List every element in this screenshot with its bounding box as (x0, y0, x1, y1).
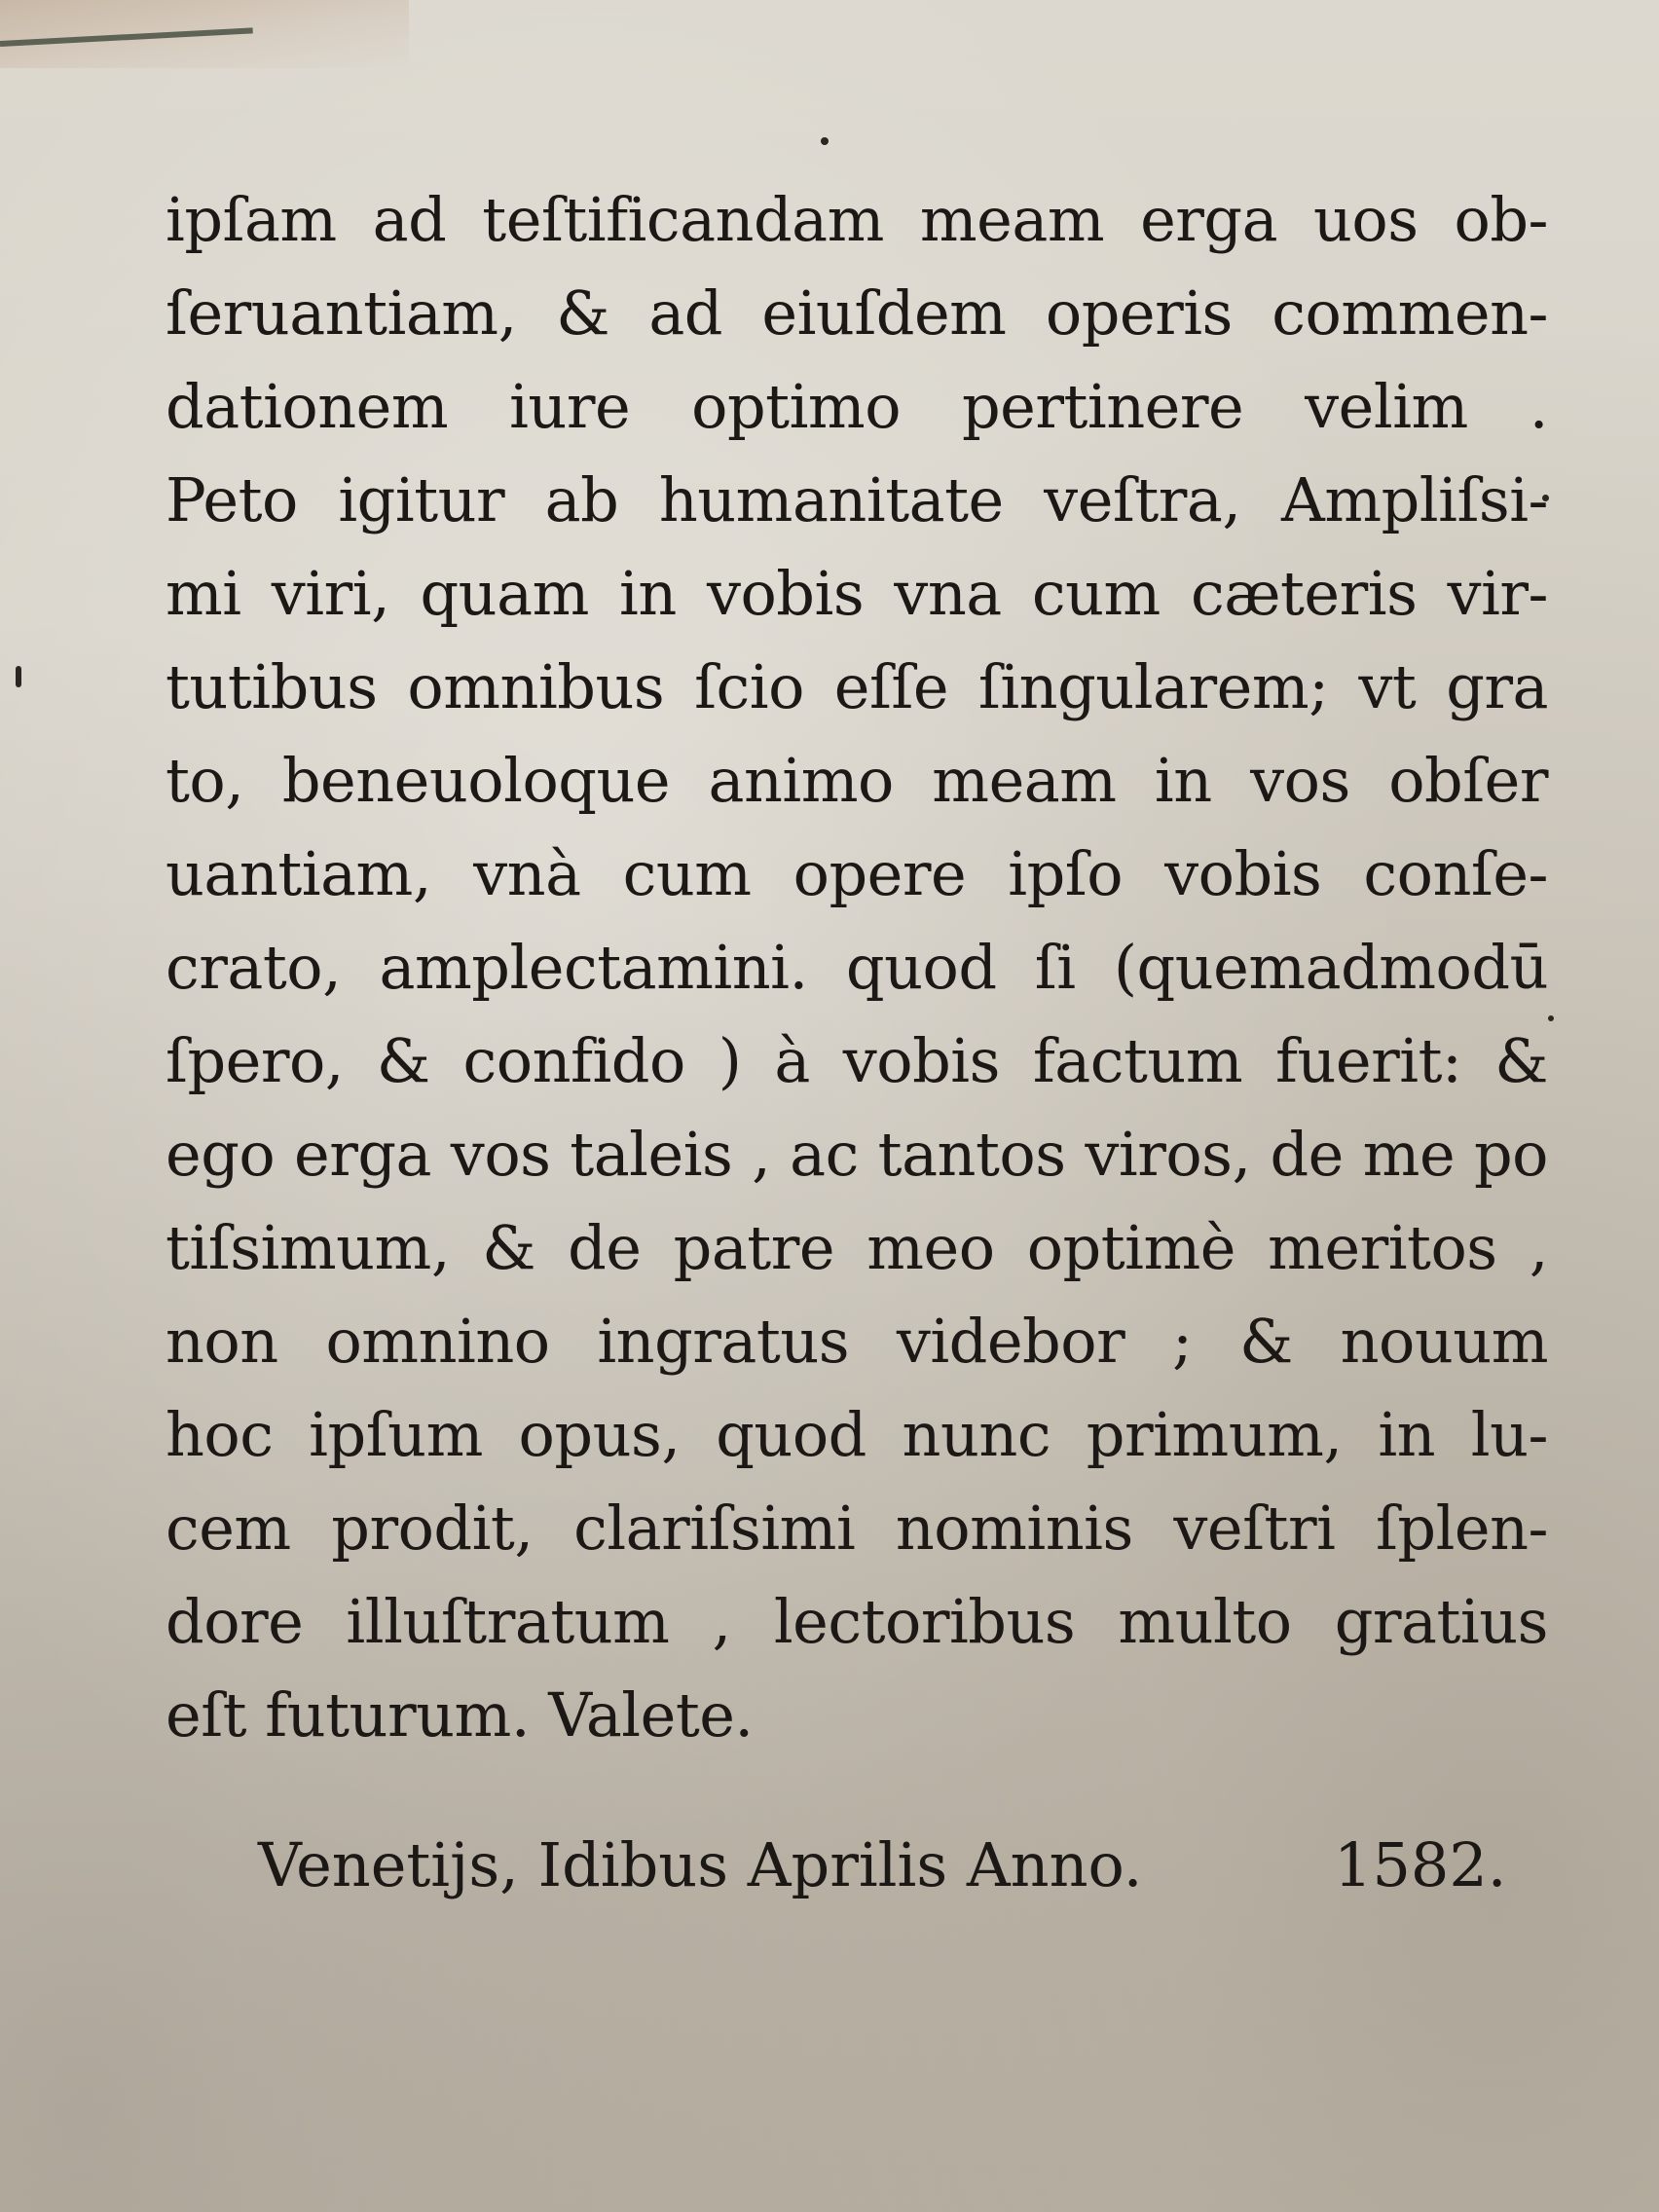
text-line: uantiam, vnà cum opere ipſo vobis conſe- (166, 838, 1548, 909)
ink-speck (1548, 1015, 1554, 1021)
text-line: ipſam ad teſtificandam meam erga uos ob- (166, 184, 1548, 255)
year: 1582. (1334, 1829, 1507, 1900)
text-line: dationem iure optimo pertinere velim . (166, 371, 1548, 442)
text-line: non omnino ingratus videbor ; & nouum (166, 1306, 1548, 1377)
text-line: tiſsimum, & de patre meo optimè meritos , (166, 1212, 1548, 1283)
text-line: hoc ipſum opus, quod nunc primum, in lu- (166, 1399, 1548, 1470)
place-date: Venetijs, Idibus Aprilis Anno. (258, 1829, 1143, 1900)
text-line: ſpero, & confido ) à vobis factum fuerit: & (166, 1025, 1548, 1096)
text-line: crato, amplectamini. quod ſi (quemadmodū (166, 932, 1548, 1003)
text-line: ego erga vos taleis , ac tantos viros, de me po (166, 1119, 1548, 1190)
text-line: ſeruantiam, & ad eiuſdem operis commen- (166, 277, 1548, 349)
text-line: dore illuſtratum , lectoribus multo gratius (166, 1586, 1548, 1657)
ink-speck (16, 666, 21, 687)
closing-line (258, 1819, 1524, 1912)
text-line: tutibus omnibus ſcio eſſe ſingularem; vt gra (166, 651, 1548, 722)
text-line: mi viri, quam in vobis vna cum cæteris vir- (166, 558, 1548, 629)
text-line-valete: eſt futurum. Valete. (166, 1679, 754, 1751)
text-line: cem prodit, clariſsimi nominis veſtri ſplen- (166, 1493, 1548, 1564)
body-text (166, 173, 1548, 1762)
text-line: Peto igitur ab humanitate veſtra, Ampliſsi- (166, 464, 1548, 535)
ink-speck (821, 137, 829, 145)
text-line: to, beneuoloque animo meam in vos obſer (166, 745, 1548, 816)
